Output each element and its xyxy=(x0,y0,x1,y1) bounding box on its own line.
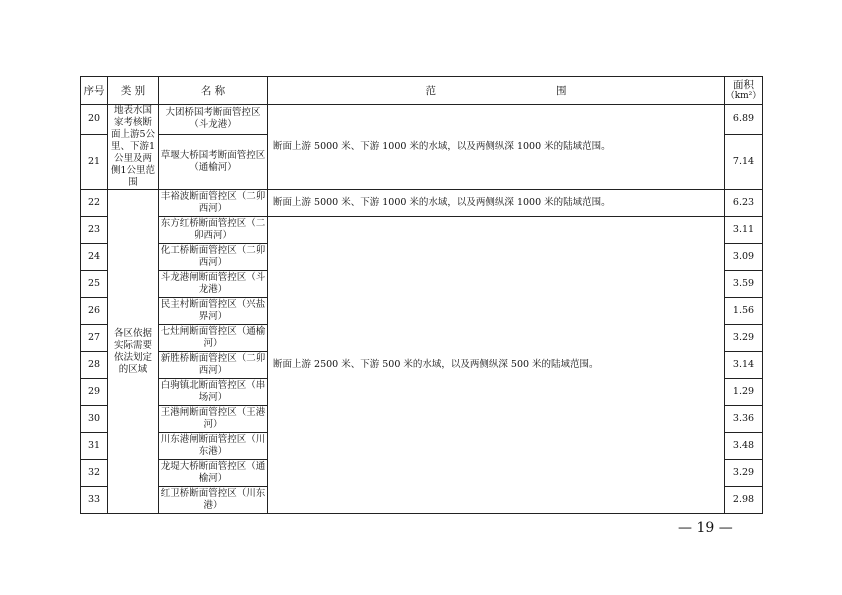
row-seq: 22 xyxy=(81,190,108,217)
control-zone-table xyxy=(80,76,763,514)
row-area: 6.23 xyxy=(725,190,763,217)
row-seq: 21 xyxy=(81,134,108,189)
row-seq: 26 xyxy=(81,298,108,325)
col-header-seq: 序号 xyxy=(81,77,108,105)
area-unit: （km²） xyxy=(725,90,762,101)
row-name: 川东港闸断面管控区（川东港） xyxy=(159,433,268,460)
row-name: 红卫桥断面管控区（川东港） xyxy=(159,487,268,514)
row-area: 1.29 xyxy=(725,379,763,406)
col-header-scope-left: 范 xyxy=(425,84,436,97)
table-header-row xyxy=(81,77,763,105)
row-name: 东方红桥断面管控区（二卯西河） xyxy=(159,217,268,244)
row-name: 斗龙港闸断面管控区（斗龙港） xyxy=(159,271,268,298)
row-name: 王港闸断面管控区（王港河） xyxy=(159,406,268,433)
row-name: 民主村断面管控区（兴盐界河） xyxy=(159,298,268,325)
col-header-category: 类 别 xyxy=(108,77,159,105)
row-seq: 33 xyxy=(81,487,108,514)
row-name: 化工桥断面管控区（二卯西河） xyxy=(159,244,268,271)
row-seq: 23 xyxy=(81,217,108,244)
row-category-national: 地表水国家考核断面上游5公里、下游1公里及两侧1公里范围 xyxy=(108,105,159,190)
table-row xyxy=(81,190,763,217)
table-row xyxy=(81,105,763,135)
row-area: 6.89 xyxy=(725,105,763,135)
row-area: 1.56 xyxy=(725,298,763,325)
row-name: 新胜桥断面管控区（二卯西河） xyxy=(159,352,268,379)
row-name: 丰裕波断面管控区（二卯西河） xyxy=(159,190,268,217)
row-area: 3.11 xyxy=(725,217,763,244)
row-area: 3.09 xyxy=(725,244,763,271)
page-number: — 19 — xyxy=(678,520,733,536)
col-header-area xyxy=(725,77,763,105)
row-area: 3.29 xyxy=(725,460,763,487)
row-name: 七灶闸断面管控区（通榆河） xyxy=(159,325,268,352)
row-seq: 31 xyxy=(81,433,108,460)
row-area: 3.14 xyxy=(725,352,763,379)
row-seq: 24 xyxy=(81,244,108,271)
row-seq: 27 xyxy=(81,325,108,352)
row-scope-500: 断面上游 2500 米、下游 500 米的水域，以及两侧纵深 500 米的陆域范围。 xyxy=(268,217,725,514)
area-label: 面积 xyxy=(733,78,754,91)
col-header-scope-right: 围 xyxy=(556,84,567,97)
col-header-name: 名 称 xyxy=(159,77,268,105)
table-row xyxy=(81,217,763,244)
row-seq: 20 xyxy=(81,105,108,135)
col-header-scope xyxy=(268,77,725,105)
row-name: 大团桥国考断面管控区（斗龙港） xyxy=(159,105,268,135)
row-seq: 29 xyxy=(81,379,108,406)
row-area: 3.36 xyxy=(725,406,763,433)
row-area: 7.14 xyxy=(725,134,763,189)
row-area: 3.48 xyxy=(725,433,763,460)
row-scope-1000: 断面上游 5000 米、下游 1000 米的水域，以及两侧纵深 1000 米的陆域范围。 xyxy=(268,105,725,190)
row-category-district: 各区依据实际需要依法划定的区域 xyxy=(108,190,159,514)
row-area: 3.29 xyxy=(725,325,763,352)
row-seq: 28 xyxy=(81,352,108,379)
row-name: 草堰大桥国考断面管控区（通榆河） xyxy=(159,134,268,189)
row-name: 龙堤大桥断面管控区（通榆河） xyxy=(159,460,268,487)
row-scope-1000: 断面上游 5000 米、下游 1000 米的水域，以及两侧纵深 1000 米的陆域范围。 xyxy=(268,190,725,217)
row-seq: 32 xyxy=(81,460,108,487)
row-seq: 30 xyxy=(81,406,108,433)
row-name: 白驹镇北断面管控区（串场河） xyxy=(159,379,268,406)
row-area: 2.98 xyxy=(725,487,763,514)
row-seq: 25 xyxy=(81,271,108,298)
row-area: 3.59 xyxy=(725,271,763,298)
